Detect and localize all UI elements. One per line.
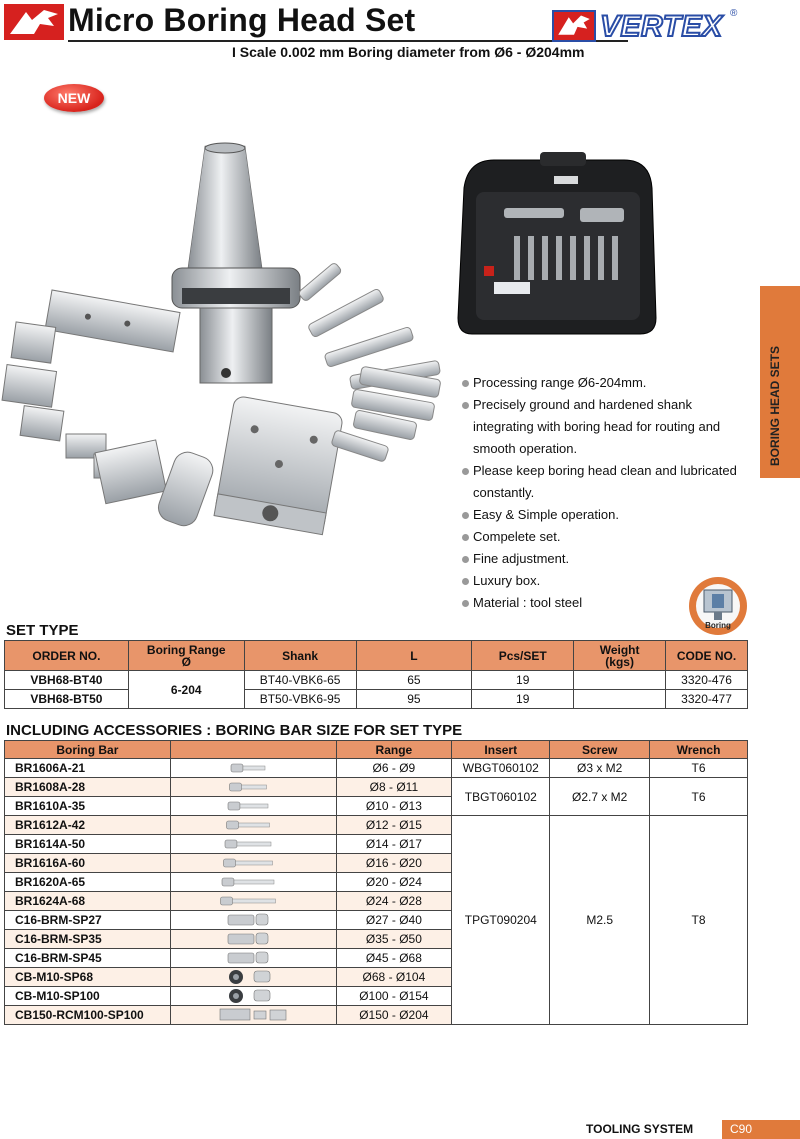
header-code-no: CODE NO. [666, 641, 748, 671]
brand-logo [552, 8, 742, 44]
boring-bar-image-icon [218, 816, 288, 834]
boring-bar-image [170, 797, 336, 816]
header-boring-bar: Boring Bar [5, 741, 171, 759]
table-header-row [5, 741, 748, 759]
boring-bar-image-icon [218, 873, 288, 891]
new-badge: NEW [44, 84, 104, 112]
boring-bar-name: BR1610A-35 [5, 797, 171, 816]
boring-bar-image-icon [218, 854, 288, 872]
boring-bar-image-icon [218, 1006, 288, 1024]
boring-range-cell: 6-204 [128, 671, 244, 709]
boring-bar-name: BR1612A-42 [5, 816, 171, 835]
brand-eagle-icon [552, 10, 596, 42]
wrench-cell: T6 [650, 778, 748, 816]
boring-bar-image [170, 892, 336, 911]
boring-bar-image-icon [218, 892, 288, 910]
header-wrench: Wrench [650, 741, 748, 759]
table-row [5, 816, 748, 835]
order-no-cell: VBH68-BT50 [5, 690, 129, 709]
boring-bar-image-icon [218, 930, 288, 948]
boring-bar-image [170, 1006, 336, 1025]
boring-bar-name: CB-M10-SP68 [5, 968, 171, 987]
range-cell: Ø12 - Ø15 [336, 816, 452, 835]
header-screw: Screw [550, 741, 650, 759]
weight-cell [574, 671, 666, 690]
table-row [5, 778, 748, 797]
boring-bar-image [170, 854, 336, 873]
boring-bar-name: C16-BRM-SP45 [5, 949, 171, 968]
set-type-title: SET TYPE [6, 622, 79, 639]
range-cell: Ø100 - Ø154 [336, 987, 452, 1006]
range-cell: Ø45 - Ø68 [336, 949, 452, 968]
screw-cell: M2.5 [550, 816, 650, 1025]
boring-bar-name: BR1608A-28 [5, 778, 171, 797]
boring-bar-name: CB-M10-SP100 [5, 987, 171, 1006]
page-number: C90 [722, 1120, 800, 1139]
feature-item: Processing range Ø6-204mm. [460, 372, 756, 394]
feature-item: Easy & Simple operation. [460, 504, 756, 526]
l-cell: 95 [356, 690, 472, 709]
table-row [5, 671, 748, 690]
accessories-title: INCLUDING ACCESSORIES : BORING BAR SIZE FOR SET TYPE [6, 722, 463, 739]
page-footer [582, 1120, 800, 1139]
range-cell: Ø20 - Ø24 [336, 873, 452, 892]
order-no-cell: VBH68-BT40 [5, 671, 129, 690]
range-cell: Ø24 - Ø28 [336, 892, 452, 911]
weight-cell [574, 690, 666, 709]
header-boring-range: Boring Range Ø [128, 641, 244, 671]
code-cell: 3320-476 [666, 671, 748, 690]
feature-item: Fine adjustment. [460, 548, 756, 570]
screw-cell: Ø2.7 x M2 [550, 778, 650, 816]
boring-bar-image-icon [218, 949, 288, 967]
range-cell: Ø150 - Ø204 [336, 1006, 452, 1025]
range-cell: Ø6 - Ø9 [336, 759, 452, 778]
code-cell: 3320-477 [666, 690, 748, 709]
boring-bar-image [170, 778, 336, 797]
table-row [5, 759, 748, 778]
boring-bar-name: C16-BRM-SP27 [5, 911, 171, 930]
range-cell: Ø35 - Ø50 [336, 930, 452, 949]
boring-bar-image-icon [218, 835, 288, 853]
range-cell: Ø27 - Ø40 [336, 911, 452, 930]
boring-bar-image [170, 835, 336, 854]
boring-bar-image [170, 968, 336, 987]
page-title: Micro Boring Head Set [68, 2, 416, 38]
page-subtitle: I Scale 0.002 mm Boring diameter from Ø6 - Ø204mm [232, 44, 585, 60]
shank-cell: BT40-VBK6-65 [244, 671, 356, 690]
pcs-cell: 19 [472, 671, 574, 690]
feature-item: Compelete set. [460, 526, 756, 548]
header-l: L [356, 641, 472, 671]
range-cell: Ø14 - Ø17 [336, 835, 452, 854]
footer-section-label: TOOLING SYSTEM [586, 1122, 694, 1136]
boring-bar-name: BR1606A-21 [5, 759, 171, 778]
header-order-no: ORDER NO. [5, 641, 129, 671]
feature-item: Precisely ground and hardened shank integrating with boring head for routing and smooth operation. [460, 394, 756, 460]
insert-cell: TBGT060102 [452, 778, 550, 816]
boring-bar-image-icon [218, 987, 288, 1005]
table-header-row [5, 641, 748, 671]
insert-cell: TPGT090204 [452, 816, 550, 1025]
shank-cell: BT50-VBK6-95 [244, 690, 356, 709]
set-type-table [4, 640, 748, 709]
header-range: Range [336, 741, 452, 759]
boring-bar-name: CB150-RCM100-SP100 [5, 1006, 171, 1025]
l-cell: 65 [356, 671, 472, 690]
accessories-table [4, 740, 748, 1025]
boring-bar-image-icon [218, 968, 288, 986]
company-logo [4, 4, 64, 40]
range-cell: Ø68 - Ø104 [336, 968, 452, 987]
boring-bar-name: BR1620A-65 [5, 873, 171, 892]
boring-bar-image-icon [218, 911, 288, 929]
boring-bar-image [170, 930, 336, 949]
header-weight: Weight (kgs) [574, 641, 666, 671]
boring-bar-image [170, 816, 336, 835]
header-insert: Insert [452, 741, 550, 759]
boring-bar-name: BR1624A-68 [5, 892, 171, 911]
side-tab-label: BORING HEAD SETS [768, 345, 782, 466]
luxury-box-photo [454, 152, 660, 336]
header-pcs-set: Pcs/SET [472, 641, 574, 671]
boring-bar-image [170, 949, 336, 968]
wrench-cell: T8 [650, 816, 748, 1025]
table-row [5, 690, 748, 709]
boring-bar-image [170, 987, 336, 1006]
feature-item: Please keep boring head clean and lubricated constantly. [460, 460, 756, 504]
feature-item: Luxury box. [460, 570, 756, 592]
brand-name: VERTEX [600, 10, 723, 43]
insert-cell: WBGT060102 [452, 759, 550, 778]
boring-bar-image [170, 873, 336, 892]
wrench-cell: T6 [650, 759, 748, 778]
feature-item: Material : tool steel [460, 592, 756, 614]
section-side-tab [760, 286, 800, 478]
title-divider [68, 40, 628, 42]
boring-bar-name: BR1614A-50 [5, 835, 171, 854]
boring-bar-image-icon [218, 797, 288, 815]
boring-bar-name: C16-BRM-SP35 [5, 930, 171, 949]
boring-bar-name: BR1616A-60 [5, 854, 171, 873]
range-cell: Ø10 - Ø13 [336, 797, 452, 816]
product-photo [0, 128, 450, 548]
pcs-cell: 19 [472, 690, 574, 709]
boring-badge-icon [688, 576, 748, 636]
boring-bar-image-icon [218, 778, 288, 796]
boring-bar-image [170, 759, 336, 778]
registered-mark: ® [730, 8, 738, 19]
boring-bar-image [170, 911, 336, 930]
eagle-logo-icon [4, 4, 64, 40]
screw-cell: Ø3 x M2 [550, 759, 650, 778]
boring-bar-image-icon [218, 759, 288, 777]
header-image [170, 741, 336, 759]
boring-category-badge [688, 576, 748, 636]
range-cell: Ø8 - Ø11 [336, 778, 452, 797]
range-cell: Ø16 - Ø20 [336, 854, 452, 873]
badge-label: Boring [705, 621, 731, 630]
header-shank: Shank [244, 641, 356, 671]
